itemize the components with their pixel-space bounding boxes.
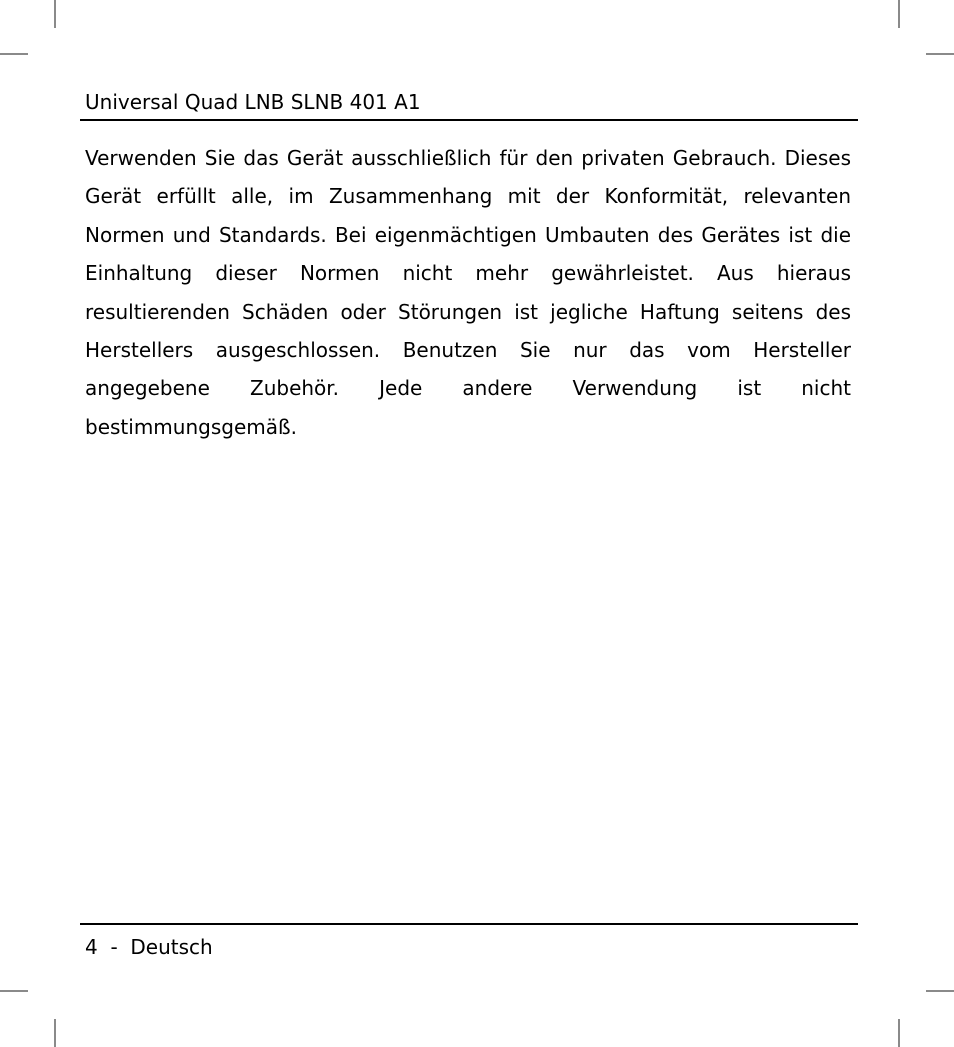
crop-mark-bottom-left-vertical (54, 1019, 56, 1047)
page-header-title: Universal Quad LNB SLNB 401 A1 (85, 90, 421, 114)
crop-mark-top-right-horizontal (926, 53, 954, 55)
footer-separator: - (110, 935, 118, 959)
crop-mark-bottom-right-vertical (898, 1019, 900, 1047)
page-footer (85, 933, 213, 961)
page-number: 4 (85, 935, 98, 959)
footer-language: Deutsch (130, 935, 213, 959)
footer-spacer (118, 935, 131, 959)
footer-spacer (98, 935, 111, 959)
crop-mark-top-left-horizontal (0, 53, 28, 55)
crop-mark-top-right-vertical (898, 0, 900, 28)
body-paragraph: Verwenden Sie das Gerät ausschließlich für den privaten Gebrauch. Dieses Gerät erfüllt alle, im Zusammenhang mit der Konformität, relevanten Normen und Standards. Bei eigenmächtigen Umbauten des Gerätes ist die Einhaltung dieser Normen nicht mehr gewährleistet. Aus hieraus resultierenden Schäden oder Störungen ist jegliche Haftung seitens des Herstellers ausgeschlossen. Benutzen Sie nur das vom Hersteller angegebene Zubehör. Jede andere Verwendung ist nicht bestimmungsgemäß. (85, 146, 851, 439)
crop-mark-bottom-left-horizontal (0, 990, 28, 992)
footer-rule (80, 923, 858, 925)
crop-mark-bottom-right-horizontal (926, 990, 954, 992)
crop-mark-top-left-vertical (54, 0, 56, 28)
header-rule (80, 119, 858, 121)
